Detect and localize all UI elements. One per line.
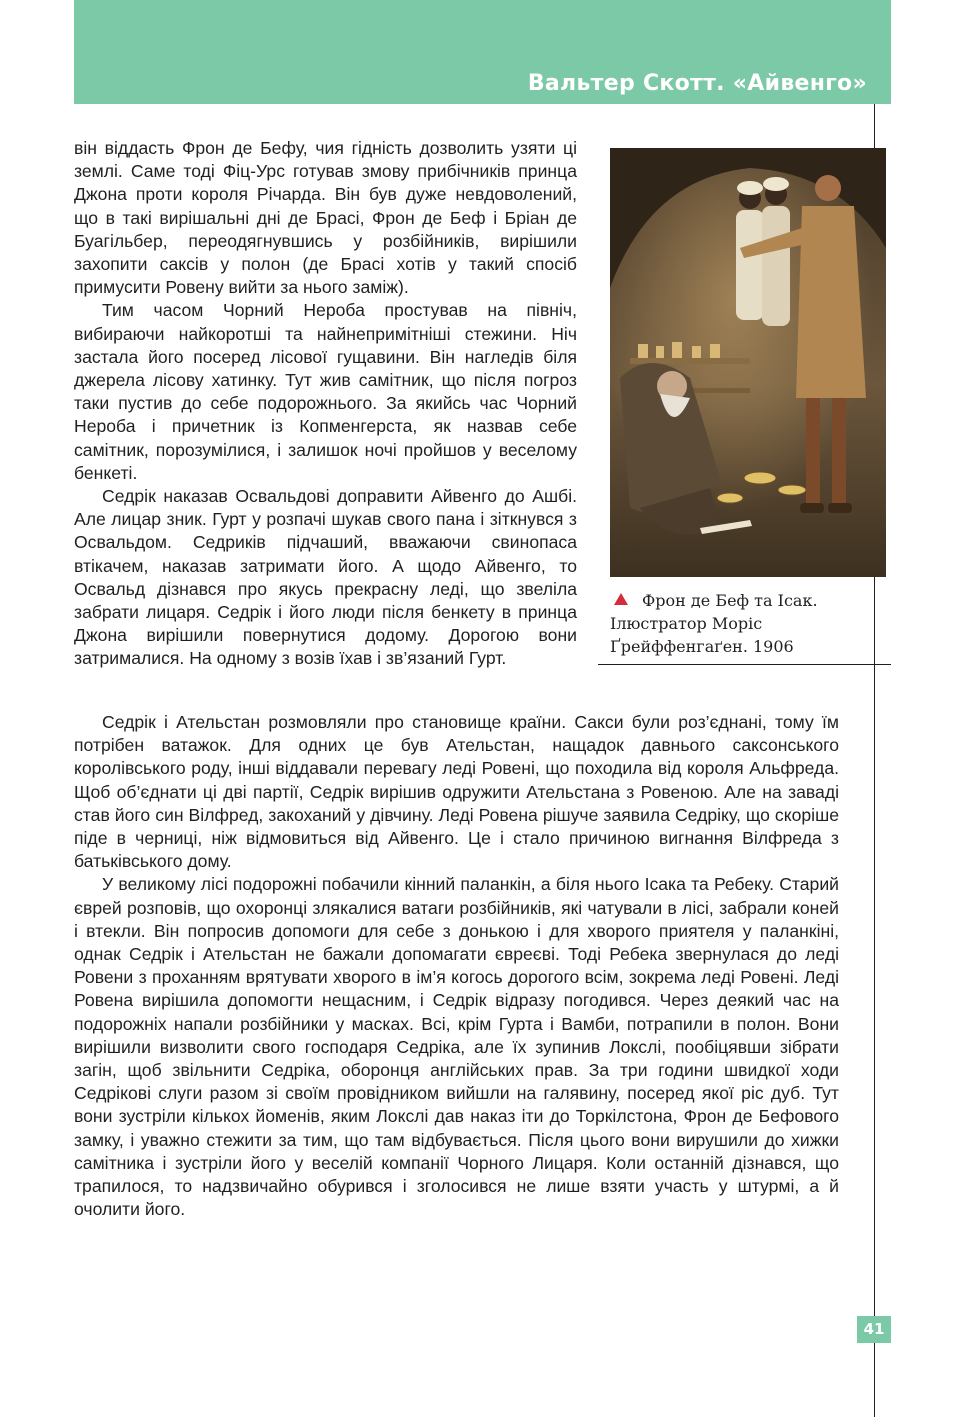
page-number: 41	[857, 1316, 891, 1343]
caption-illustrator: Ілюстратор Моріс	[610, 614, 763, 633]
vertical-rule-bottom	[874, 664, 875, 1417]
horizontal-rule	[598, 664, 891, 665]
paragraph: У великому лісі подорожні побачили кінний паланкін, а біля нього Ісака та Ребеку. Старий єврей розповів, що охоронці злякалися ватаги розбійників, які чатували в лісі, забрали коней і втекли. Він попросив допомоги для себе з донькою і для хворого приятеля у паланкіні, однак Седрік і Ательстан не бажали допомагати євреєві. Тоді Ребека звернулася до леді Ровени з проханням врятувати хворого в ім’я когось дорогого всім, зокрема леді Ровені. Леді Ровена вирішила допомогти нещасним, і Седрік відразу погодився. Через деякий час на подорожніх напали розбійники у масках. Всі, крім Гурта і Вамби, потрапили в полон. Вони вирішили визволити свого господаря Седріка, але їх зупинив Локслі, пообіцявши зібрати загін, щоб звільнити Седріка, оборонця англійських прав. За три години швидкої ходи Седрікові слуги разом зі своїм провідником вийшли на галявину, посеред якої ріс дуб. Тут вони зустріли кількох йоменів, яким Локслі дав наказ іти до Торкілстона, Фрон де Бефового замку, і уважно стежити за тим, що там відбувається. Після цього вони вирушили до хижки самітника і зустріли його у веселій компанії Чорного Лицаря. Коли останній дізнався, що трапилося, то надзвичайно обурився і зголосився не лише взяти участь у штурмі, а й очолити його.	[74, 874, 839, 1220]
figure-caption	[610, 589, 872, 658]
caption-author-year: Ґрейффенгаґен. 1906	[610, 637, 794, 656]
paragraph: Седрік і Ательстан розмовляли про становище країни. Сакси були роз’єднані, тому їм потрібен ватажок. Для одних це був Ательстан, нащадок давнього саксонського королівського роду, інші віддавали перевагу леді Ровені, що походила від короля Альфреда. Щоб об’єднати ці дві партії, Седрік вирішив одружити Ательстана з Ровеною. Але на заваді став його син Вілфред, закоханий у дівчину. Леді Ровена рішуче заявила Седріку, що скоріше піде в черниці, ніж відмовиться від Айвенго. Це і стало причиною вигнання Вілфреда з батьківського дому.	[74, 712, 839, 872]
paragraph: Седрік наказав Освальдові доправити Айвенго до Ашбі. Але лицар зник. Гурт у розпачі шукав свого пана і зіткнувся з Освальдом. Седриків підчаший, вважаючи свинопаса втікачем, наказав затримати його. А щодо Айвенго, то Освальд дізнався про якусь прекрасну леді, що звеліла забрати лицаря. Седрік і його люди після бенкету в принца Джона вирішили повернутися додому. Дорогою вони затрималися. На одному з возів їхав і зв’язаний Гурт.	[74, 486, 577, 669]
paragraph: Тим часом Чорний Нероба простував на північ, вибираючи найкоротші та найнепримітніші стежини. Ніч застала його посеред лісової гущавини. Він нагледів біля джерела лісову хатинку. Тут жив самітник, що після погроз таки пустив до себе подорожнього. За якийсь час Чорний Нероба і причетник із Копменгерста, як назвав себе самітник, порозумілися, і залишок ночі пройшов у веселому бенкеті.	[74, 300, 577, 483]
triangle-marker-icon	[614, 593, 628, 605]
narrow-text-column	[74, 137, 577, 671]
header-band	[74, 0, 891, 104]
paragraph: він віддасть Фрон де Бефу, чия гідність дозволить узяти ці землі. Саме тоді Фіц-Урс готував змову прибічників принца Джона проти короля Річарда. Він був дуже невдоволений, що в такі вирішальні дні де Брасі, Фрон де Беф і Бріан де Буагільбер, переодягнувшись у розбійників, вирішили захопити саксів у полон (де Брасі хотів у такий спосіб примусити Ровену вийти за нього заміж).	[74, 138, 577, 298]
caption-title: Фрон де Беф та Ісак.	[642, 591, 818, 610]
illustration-fron-de-bef-and-isaac	[610, 148, 886, 577]
running-title: Вальтер Скотт. «Айвенго»	[527, 71, 867, 96]
wide-text-column	[74, 711, 839, 1221]
